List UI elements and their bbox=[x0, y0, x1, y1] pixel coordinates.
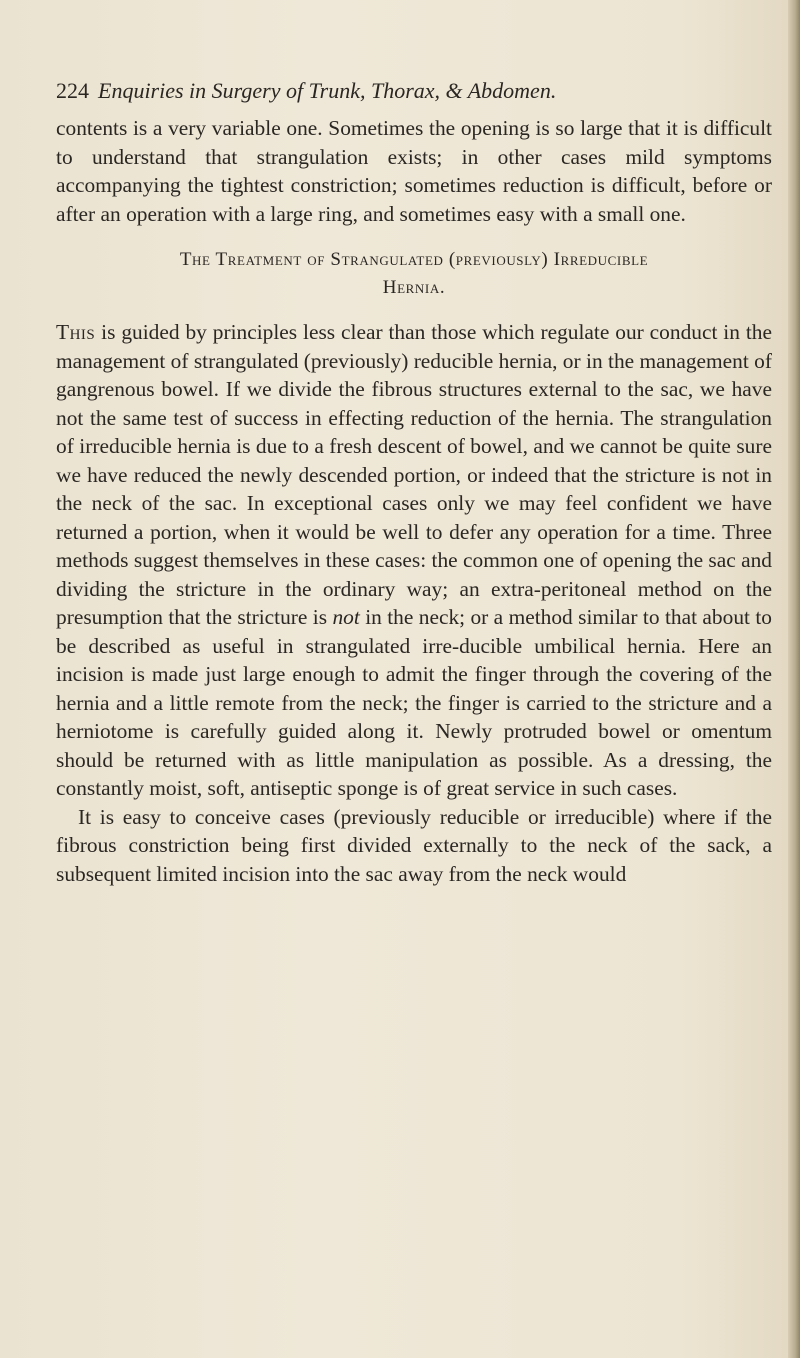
paragraph-treatment bbox=[56, 318, 772, 803]
running-title: Enquiries in Surgery of Trunk, Thorax, & Abdomen. bbox=[98, 78, 557, 103]
page-body bbox=[56, 114, 772, 888]
paragraph-text-a: is guided by principles less clear than those which regulate our conduct in the management of strangulated (previously) reducible hernia, or in the management of gangrenous bowel. If we divide the fibrous structures external to the sac, we have not the same test of success in effecting reduction of the hernia. The strangulation of irreducible hernia is due to a fresh descent of bowel, and we cannot be quite sure we have reduced the newly descended portion, or indeed that the stricture is not in the neck of the sac. In exceptional cases only we may feel confident we have returned a portion, when it would be well to defer any operation for a time. Three methods suggest themselves in these cases: the common one of opening the sac and dividing the stricture in the ordinary way; an extra-peritoneal method on the presumption that the stricture is bbox=[56, 320, 772, 629]
paragraph-lead-word: This bbox=[56, 320, 96, 344]
page-edge bbox=[788, 0, 800, 1358]
emphasis-not: not bbox=[332, 605, 360, 629]
section-heading: The Treatment of Strangulated (previously) Irreducible bbox=[179, 249, 649, 270]
section-heading-line-2: Hernia. bbox=[382, 277, 446, 298]
page-number: 224 bbox=[56, 78, 89, 103]
paragraph-continued: contents is a very variable one. Sometimes the opening is so large that it is difficult to understand that strangulation exists; in other cases mild symptoms accompanying the tightest constriction; sometimes reduction is difficult, before or after an operation with a large ring, and sometimes easy with a small one. bbox=[56, 116, 772, 226]
running-header bbox=[56, 76, 756, 106]
paragraph-conceive: It is easy to conceive cases (previously reducible or irreducible) where if the fibrous constriction being first divided externally to the neck of the sack, a subsequent limited incision into the sac away from the neck would bbox=[56, 804, 772, 886]
paragraph-text-b: in the neck; or a method similar to that about to be described as useful in strangulated irre-ducible umbilical hernia. Here an incision is made just large enough to admit the finger through the covering of the hernia and a little remote from the neck; the finger is carried to the stricture and a herniotome is carefully guided along it. Newly protruded bowel or omentum should be returned with as little manipulation as possible. As a dressing, the constantly moist, soft, antiseptic sponge is of great service in such cases. bbox=[56, 605, 772, 800]
